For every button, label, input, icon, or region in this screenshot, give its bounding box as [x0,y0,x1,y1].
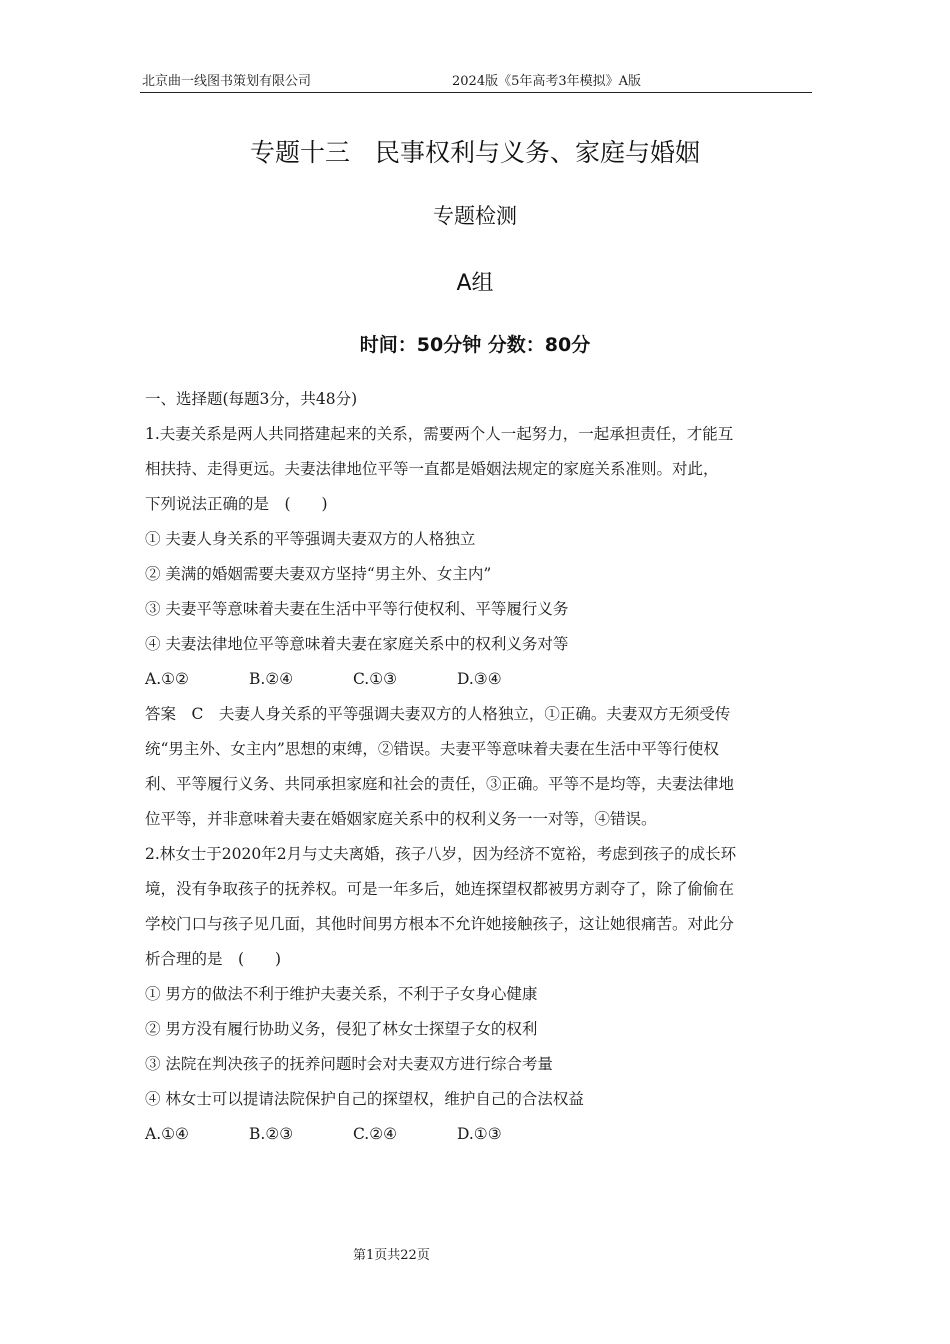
question-content [145,382,810,1152]
q1-answer-line: 利、平等履行义务、共同承担家庭和社会的责任，③正确。平等不是均等，夫妻法律地 [145,775,735,793]
q2-item: ③ 法院在判决孩子的抚养问题时会对夫妻双方进行综合考量 [145,1055,553,1073]
header-publisher: 北京曲一线图书策划有限公司 [142,74,312,89]
q1-answer-line: 位平等，并非意味着夫妻在婚姻家庭关系中的权利义务一一对等，④错误。 [145,810,657,828]
q1-item: ② 美满的婚姻需要夫妻双方坚持“男主外、女主内” [145,565,492,583]
q1-choice-a: A.①② [145,670,189,688]
q1-stem-line: 1.夫妻关系是两人共同搭建起来的关系，需要两个人一起努力，一起承担责任，才能互 [145,425,734,443]
q2-choice-d: D.①③ [457,1125,502,1143]
time-and-score: 时间：50分钟 分数：80分 [359,334,591,356]
q1-item: ④ 夫妻法律地位平等意味着夫妻在家庭关系中的权利义务对等 [145,635,569,653]
q2-item: ④ 林女士可以提请法院保护自己的探望权，维护自己的合法权益 [145,1090,584,1108]
chapter-title: 专题十三 民事权利与义务、家庭与婚姻 [249,138,700,167]
q1-stem-line: 相扶持、走得更远。夫妻法律地位平等一直都是婚姻法规定的家庭关系准则。对此， [145,460,719,478]
q1-item: ① 夫妻人身关系的平等强调夫妻双方的人格独立 [145,530,476,548]
group-label: A组 [456,271,494,296]
page-header [140,72,812,92]
q2-stem-line: 学校门口与孩子见几面，其他时间男方根本不允许她接触孩子，这让她很痛苦。对此分 [145,915,735,933]
q2-stem-line: 2.林女士于2020年2月与丈夫离婚，孩子八岁，因为经济不宽裕，考虑到孩子的成长环 [145,845,737,863]
q2-choice-a: A.①④ [145,1125,189,1143]
q1-choice-c: C.①③ [353,670,398,688]
q2-choice-b: B.②③ [249,1125,294,1143]
q1-choices [145,662,810,697]
section-subtitle: 专题检测 [433,204,517,228]
q1-item: ③ 夫妻平等意味着夫妻在生活中平等行使权利、平等履行义务 [145,600,569,618]
q2-item: ① 男方的做法不利于维护夫妻关系，不利于子女身心健康 [145,985,538,1003]
header-divider [140,92,812,93]
q2-choice-c: C.②④ [353,1125,398,1143]
q2-choices [145,1117,810,1152]
q1-choice-b: B.②④ [249,670,294,688]
q1-answer-line: 答案 C 夫妻人身关系的平等强调夫妻双方的人格独立，①正确。夫妻双方无须受传 [145,705,731,723]
q2-stem-line: 境，没有争取孩子的抚养权。可是一年多后，她连探望权都被男方剥夺了，除了偷偷在 [145,880,735,898]
q1-answer-line: 统“男主外、女主内”思想的束缚，②错误。夫妻平等意味着夫妻在生活中平等行使权 [145,740,719,758]
page-number: 第1页共22页 [353,1248,430,1263]
q2-item: ② 男方没有履行协助义务，侵犯了林女士探望子女的权利 [145,1020,538,1038]
header-edition: 2024版《5年高考3年模拟》A版 [452,74,642,89]
q2-stem-line: 析合理的是 ( ) [145,950,282,968]
q1-stem-line: 下列说法正确的是 ( ) [145,495,328,513]
section-heading: 一、选择题(每题3分，共48分) [145,390,358,408]
q1-choice-d: D.③④ [457,670,502,688]
